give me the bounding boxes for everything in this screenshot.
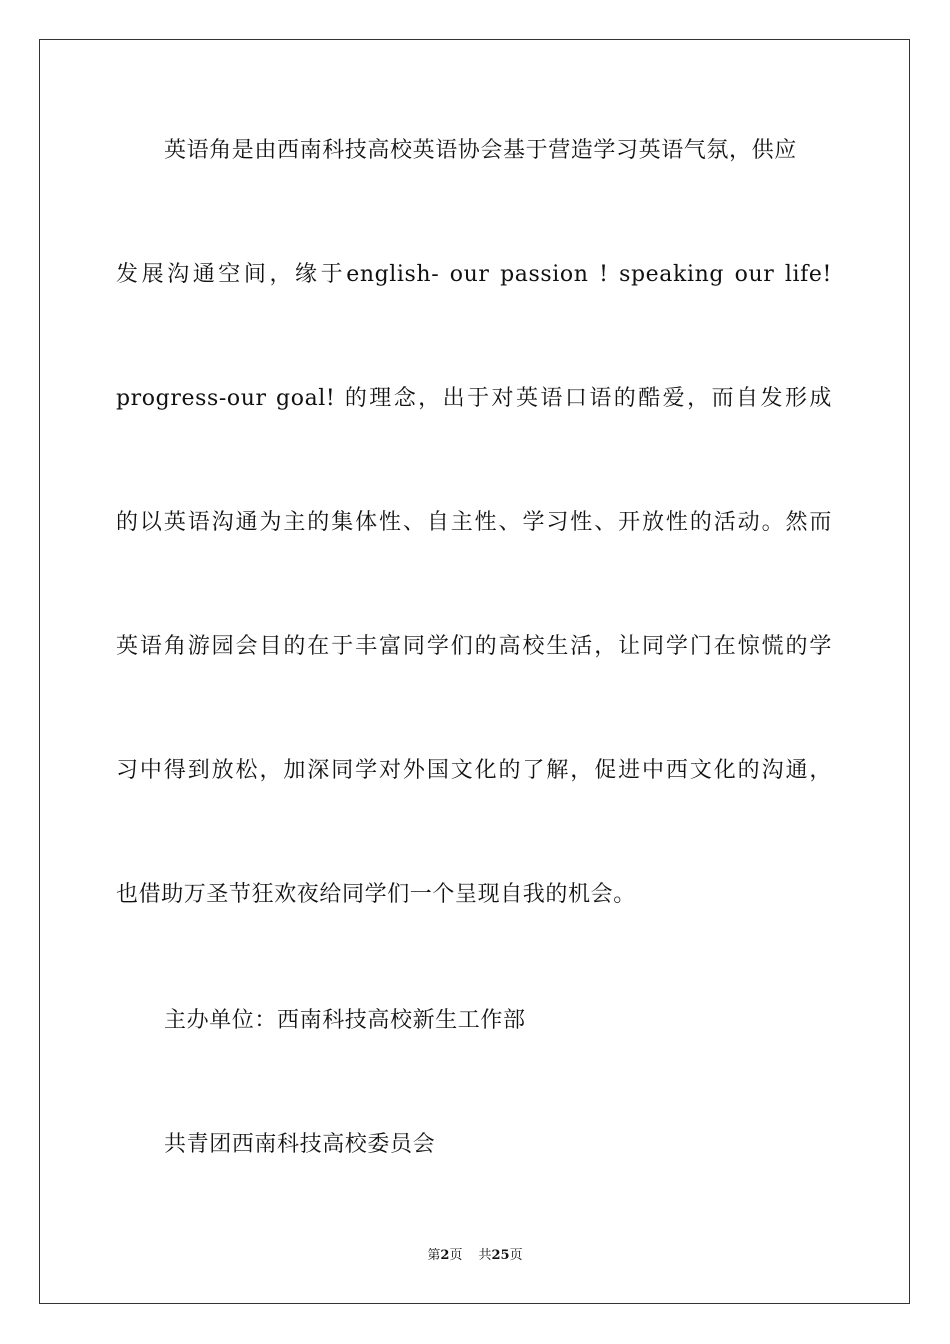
page-suffix: 页 [449, 1248, 463, 1263]
page-prefix: 第 [427, 1248, 441, 1263]
total-suffix: 页 [509, 1248, 523, 1263]
paragraph-line-5: 英语角游园会目的在于丰富同学们的高校生活，让同学门在惊慌的学 [116, 634, 832, 659]
paragraph-line-2: 发展沟通空间，缘于english- our passion ! speaking our life! [116, 262, 832, 287]
coorganizer-line: 共青团西南科技高校委员会 [164, 1132, 436, 1157]
paragraph-line-3: progress-our goal! 的理念，出于对英语口语的酷爱，而自发形成 [116, 386, 832, 411]
paragraph-line-6: 习中得到放松，加深同学对外国文化的了解，促进中西文化的沟通， [116, 758, 832, 783]
paragraph-line-7: 也借助万圣节狂欢夜给同学们一个呈现自我的机会。 [116, 882, 636, 907]
page-footer [0, 1247, 950, 1265]
total-prefix: 共 [478, 1248, 492, 1263]
paragraph-line-1: 英语角是由西南科技高校英语协会基于营造学习英语气氛，供应 [164, 138, 797, 163]
page-border [39, 39, 910, 1304]
paragraph-line-4: 的以英语沟通为主的集体性、自主性、学习性、开放性的活动。然而 [116, 510, 832, 535]
page-number: 2 [440, 1248, 450, 1263]
organizer-line: 主办单位：西南科技高校新生工作部 [164, 1008, 526, 1033]
total-pages: 25 [491, 1248, 510, 1263]
